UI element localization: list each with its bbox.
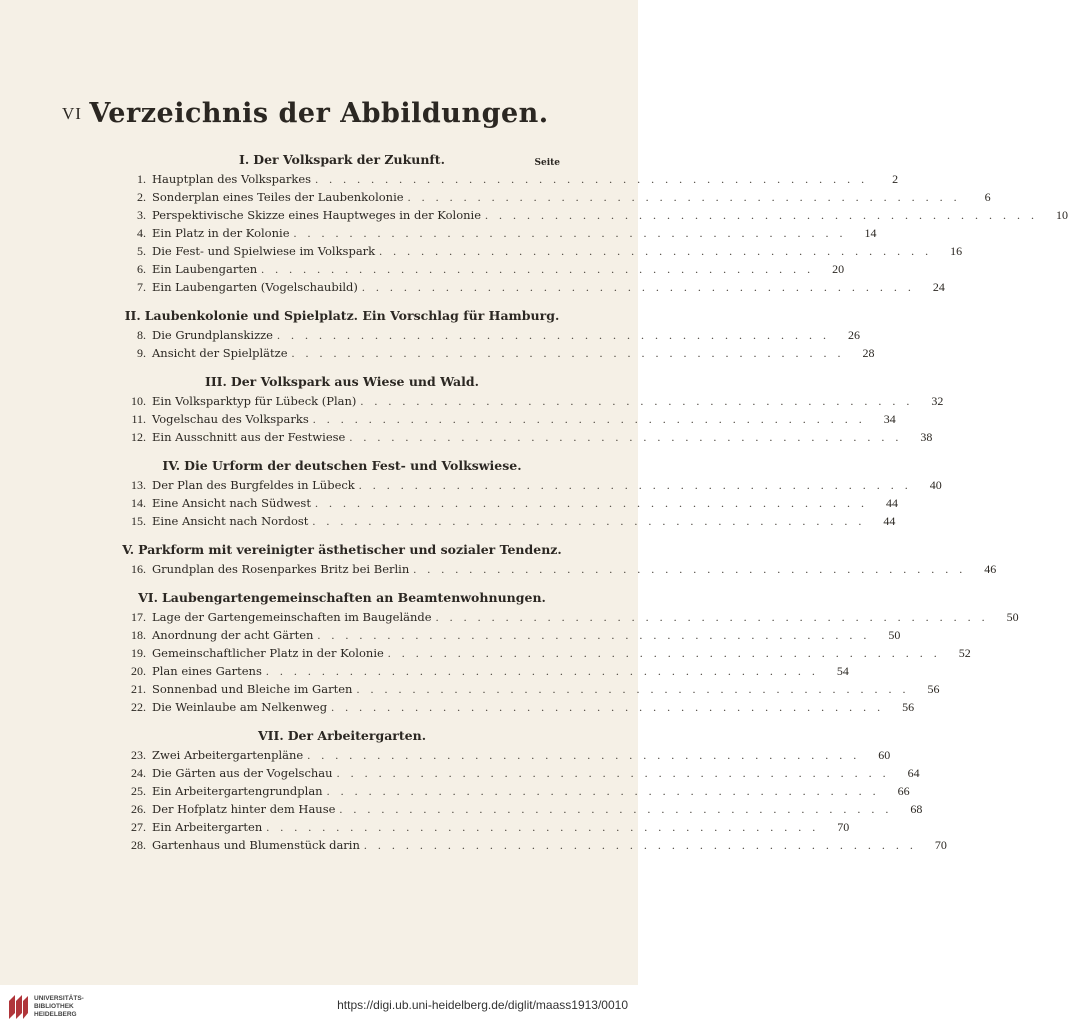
toc-entry [122,698,915,716]
entry-title: Sonderplan eines Teiles der Laubenkolonie [152,190,404,204]
entry-page: 38 [920,430,933,444]
dot-leader: . . . . . . . . . . . . . . . . . . . . . . . . . . . . . . . . . . . . . . . . [339,802,893,816]
table-of-contents [122,150,1068,854]
dot-leader: . . . . . . . . . . . . . . . . . . . . . . . . . . . . . . . . . . . . . . . . [261,262,815,276]
logo-line: HEIDELBERG [34,1011,77,1018]
toc-entry [122,560,997,578]
entry-number: 1. [137,172,146,186]
entry-page: 46 [984,562,997,576]
toc-entry [122,224,877,242]
entry-title: Perspektivische Skizze eines Hauptweges in der Kolonie [152,208,482,222]
entry-page: 2 [892,172,899,186]
dot-leader: . . . . . . . . . . . . . . . . . . . . . . . . . . . . . . . . . . . . . . . . [265,664,819,678]
entry-page: 66 [897,784,910,798]
entry-number: 27. [131,820,146,834]
dot-leader: . . . . . . . . . . . . . . . . . . . . . . . . . . . . . . . . . . . . . . . . [326,784,880,798]
entry-title: Die Weinlaube am Nelkenweg [152,700,328,714]
dot-leader: . . . . . . . . . . . . . . . . . . . . . . . . . . . . . . . . . . . . . . . . [356,682,910,696]
toc-entry [122,170,899,188]
toc-entry [122,260,845,278]
entry-page: 20 [832,262,845,276]
logo-line: UNIVERSITÄTS- [34,995,84,1002]
entry-number: 7. [137,280,146,294]
dot-leader: . . . . . . . . . . . . . . . . . . . . . . . . . . . . . . . . . . . . . . . . [387,646,941,660]
section-heading [122,456,562,476]
dot-leader: . . . . . . . . . . . . . . . . . . . . . . . . . . . . . . . . . . . . . . . . [358,478,912,492]
entry-page: 50 [888,628,901,642]
section-title: Die Urform der deutschen Fest- und Volkswiese. [184,458,522,473]
dot-leader: . . . . . . . . . . . . . . . . . . . . . . . . . . . . . . . . . . . . . . . . [277,328,830,342]
section-numeral: VI. [138,590,159,605]
entry-page: 54 [836,664,849,678]
dot-leader: . . . . . . . . . . . . . . . . . . . . . . . . . . . . . . . . . . . . . . . . [312,514,866,528]
toc-entry [122,680,940,698]
dot-leader: . . . . . . . . . . . . . . . . . . . . . . . . . . . . . . . . . . . . . . . . [413,562,967,576]
dot-leader: . . . . . . . . . . . . . . . . . . . . . . . . . . . . . . . . . . . . . . . . [379,244,933,258]
section-numeral: II. [124,308,141,323]
toc-entry [122,392,944,410]
entry-page: 64 [907,766,920,780]
toc-entry [122,278,945,296]
entry-title: Die Grundplanskizze [152,328,273,342]
section-heading [122,306,562,326]
entry-number: 14. [131,496,146,510]
entry-title: Eine Ansicht nach Südwest [152,496,311,510]
entry-number: 21. [131,682,146,696]
entry-title: Zwei Arbeitergartenpläne [152,748,304,762]
library-logo-icon [7,993,29,1021]
entry-number: 11. [131,412,146,426]
section-title: Der Volkspark aus Wiese und Wald. [230,374,479,389]
section-heading [122,726,562,746]
toc-entry [122,344,875,362]
dot-leader: . . . . . . . . . . . . . . . . . . . . . . . . . . . . . . . . . . . . . . . . [435,610,989,624]
dot-leader: . . . . . . . . . . . . . . . . . . . . . . . . . . . . . . . . . . . . . . . . [485,208,1039,222]
entry-number: 8. [137,328,146,342]
entry-page: 50 [1006,610,1019,624]
dot-leader: . . . . . . . . . . . . . . . . . . . . . . . . . . . . . . . . . . . . . . . . [314,496,868,510]
entry-number: 23. [131,748,146,762]
toc-entry [122,764,920,782]
page-number: VI [62,104,82,123]
entry-page: 10 [1056,208,1068,222]
entry-title: Der Hofplatz hinter dem Hause [152,802,336,816]
section-numeral: V. [122,542,135,557]
toc-entry [122,326,860,344]
page-title: Verzeichnis der Abbildungen. [89,98,549,129]
section-heading [122,150,562,170]
entry-page: 44 [885,496,898,510]
section-numeral: IV. [162,458,181,473]
toc-entry [122,410,896,428]
entry-title: Eine Ansicht nach Nordost [152,514,309,528]
entry-title: Ein Ausschnitt aus der Festwiese [152,430,346,444]
dot-leader: . . . . . . . . . . . . . . . . . . . . . . . . . . . . . . . . . . . . . . . . [336,766,890,780]
section-heading [122,588,562,608]
entry-number: 9. [137,346,146,360]
entry-page: 34 [883,412,896,426]
entry-page: 14 [864,226,877,240]
viewer-footer [0,985,638,1030]
entry-title: Die Gärten aus der Vogelschau [152,766,333,780]
entry-number: 4. [137,226,146,240]
entry-number: 13. [131,478,146,492]
entry-page: 56 [927,682,940,696]
entry-page: 26 [848,328,860,342]
section-heading [122,540,562,560]
section-numeral: I. [239,152,250,167]
entry-number: 24. [131,766,146,780]
section-heading [122,372,562,392]
toc-entry [122,494,898,512]
entry-title: Ein Arbeitergartengrundplan [152,784,323,798]
entry-title: Ein Laubengarten (Vogelschaubild) [152,280,358,294]
library-logo-text [34,995,84,1019]
toc-entry [122,662,849,680]
dot-leader: . . . . . . . . . . . . . . . . . . . . . . . . . . . . . . . . . . . . . . . . [293,226,847,240]
entry-title: Ein Volksparktyp für Lübeck (Plan) [152,394,357,408]
entry-number: 26. [131,802,146,816]
entry-page: 52 [958,646,971,660]
toc-entry [122,206,1068,224]
dot-leader: . . . . . . . . . . . . . . . . . . . . . . . . . . . . . . . . . . . . . . . . [307,748,861,762]
entry-title: Ein Platz in der Kolonie [152,226,290,240]
entry-page: 70 [837,820,850,834]
section-title: Der Arbeitergarten. [287,728,427,743]
entry-number: 16. [131,562,146,576]
entry-title: Gartenhaus und Blumenstück darin [152,838,360,852]
entry-page: 6 [984,190,991,204]
entry-number: 2. [137,190,146,204]
section-numeral: VII. [257,728,284,743]
dot-leader: . . . . . . . . . . . . . . . . . . . . . . . . . . . . . . . . . . . . . . . . [331,700,885,714]
entry-number: 10. [131,394,146,408]
toc-entry [122,188,991,206]
entry-number: 18. [131,628,146,642]
entry-title: Ansicht der Spielplätze [152,346,288,360]
entry-number: 22. [131,700,146,714]
dot-leader: . . . . . . . . . . . . . . . . . . . . . . . . . . . . . . . . . . . . . . . . [317,628,871,642]
entry-page: 44 [883,514,896,528]
entry-title: Die Fest- und Spielwiese im Volkspark [152,244,376,258]
dot-leader: . . . . . . . . . . . . . . . . . . . . . . . . . . . . . . . . . . . . . . . . [315,172,869,186]
document-url-link[interactable]: https://digi.ub.uni-heidelberg.de/diglit/maass1913/0010 [337,998,628,1012]
dot-leader: . . . . . . . . . . . . . . . . . . . . . . . . . . . . . . . . . . . . . . . . [407,190,961,204]
entry-number: 19. [131,646,146,660]
entry-page: 68 [910,802,923,816]
entry-title: Lage der Gartengemeinschaften im Baugelände [152,610,432,624]
dot-leader: . . . . . . . . . . . . . . . . . . . . . . . . . . . . . . . . . . . . . . . . [266,820,820,834]
dot-leader: . . . . . . . . . . . . . . . . . . . . . . . . . . . . . . . . . . . . . . . . [360,394,914,408]
dot-leader: . . . . . . . . . . . . . . . . . . . . . . . . . . . . . . . . . . . . . . . . [291,346,845,360]
entry-page: 28 [862,346,875,360]
dot-leader: . . . . . . . . . . . . . . . . . . . . . . . . . . . . . . . . . . . . . . . . [361,280,915,294]
toc-entry [122,746,891,764]
entry-title: Ein Laubengarten [152,262,258,276]
entry-page: 32 [931,394,944,408]
toc-entry [122,608,1019,626]
toc-entry [122,782,910,800]
section-title: Laubenkolonie und Spielplatz. Ein Vorschlag für Hamburg. [144,308,560,323]
entry-number: 3. [137,208,146,222]
toc-entry [122,836,947,854]
toc-entry [122,242,963,260]
section-title: Parkform mit vereinigter ästhetischer und sozialer Tendenz. [138,542,562,557]
entry-title: Plan eines Gartens [152,664,262,678]
toc-entry [122,512,896,530]
entry-number: 17. [131,610,146,624]
entry-page: 56 [902,700,915,714]
section-numeral: III. [204,374,227,389]
entry-number: 20. [131,664,146,678]
toc-entry [122,818,850,836]
dot-leader: . . . . . . . . . . . . . . . . . . . . . . . . . . . . . . . . . . . . . . . . [312,412,866,426]
toc-entry [122,476,942,494]
entry-number: 5. [137,244,146,258]
entry-title: Gemeinschaftlicher Platz in der Kolonie [152,646,384,660]
entry-number: 12. [131,430,146,444]
toc-entry [122,626,901,644]
column-label-seite: Seite [534,158,560,168]
entry-page: 70 [934,838,947,852]
toc-entry [122,644,971,662]
entry-page: 60 [878,748,891,762]
entry-title: Anordnung der acht Gärten [152,628,314,642]
entry-title: Der Plan des Burgfeldes in Lübeck [152,478,355,492]
entry-number: 15. [131,514,146,528]
entry-number: 28. [131,838,146,852]
entry-page: 40 [929,478,942,492]
toc-entry [122,428,933,446]
section-title: Laubengartengemeinschaften an Beamtenwohnungen. [162,590,546,605]
entry-title: Hauptplan des Volksparkes [152,172,312,186]
toc-entry [122,800,923,818]
entry-title: Vogelschau des Volksparks [152,412,309,426]
dot-leader: . . . . . . . . . . . . . . . . . . . . . . . . . . . . . . . . . . . . . . . . [349,430,903,444]
section-title: Der Volkspark der Zukunft. [253,152,445,167]
entry-title: Sonnenbad und Bleiche im Garten [152,682,353,696]
entry-title: Grundplan des Rosenparkes Britz bei Berlin [152,562,410,576]
entry-page: 16 [950,244,963,258]
entry-number: 6. [137,262,146,276]
entry-number: 25. [131,784,146,798]
dot-leader: . . . . . . . . . . . . . . . . . . . . . . . . . . . . . . . . . . . . . . . . [363,838,917,852]
entry-title: Ein Arbeitergarten [152,820,263,834]
entry-page: 24 [932,280,945,294]
logo-line: BIBLIOTHEK [34,1003,74,1010]
